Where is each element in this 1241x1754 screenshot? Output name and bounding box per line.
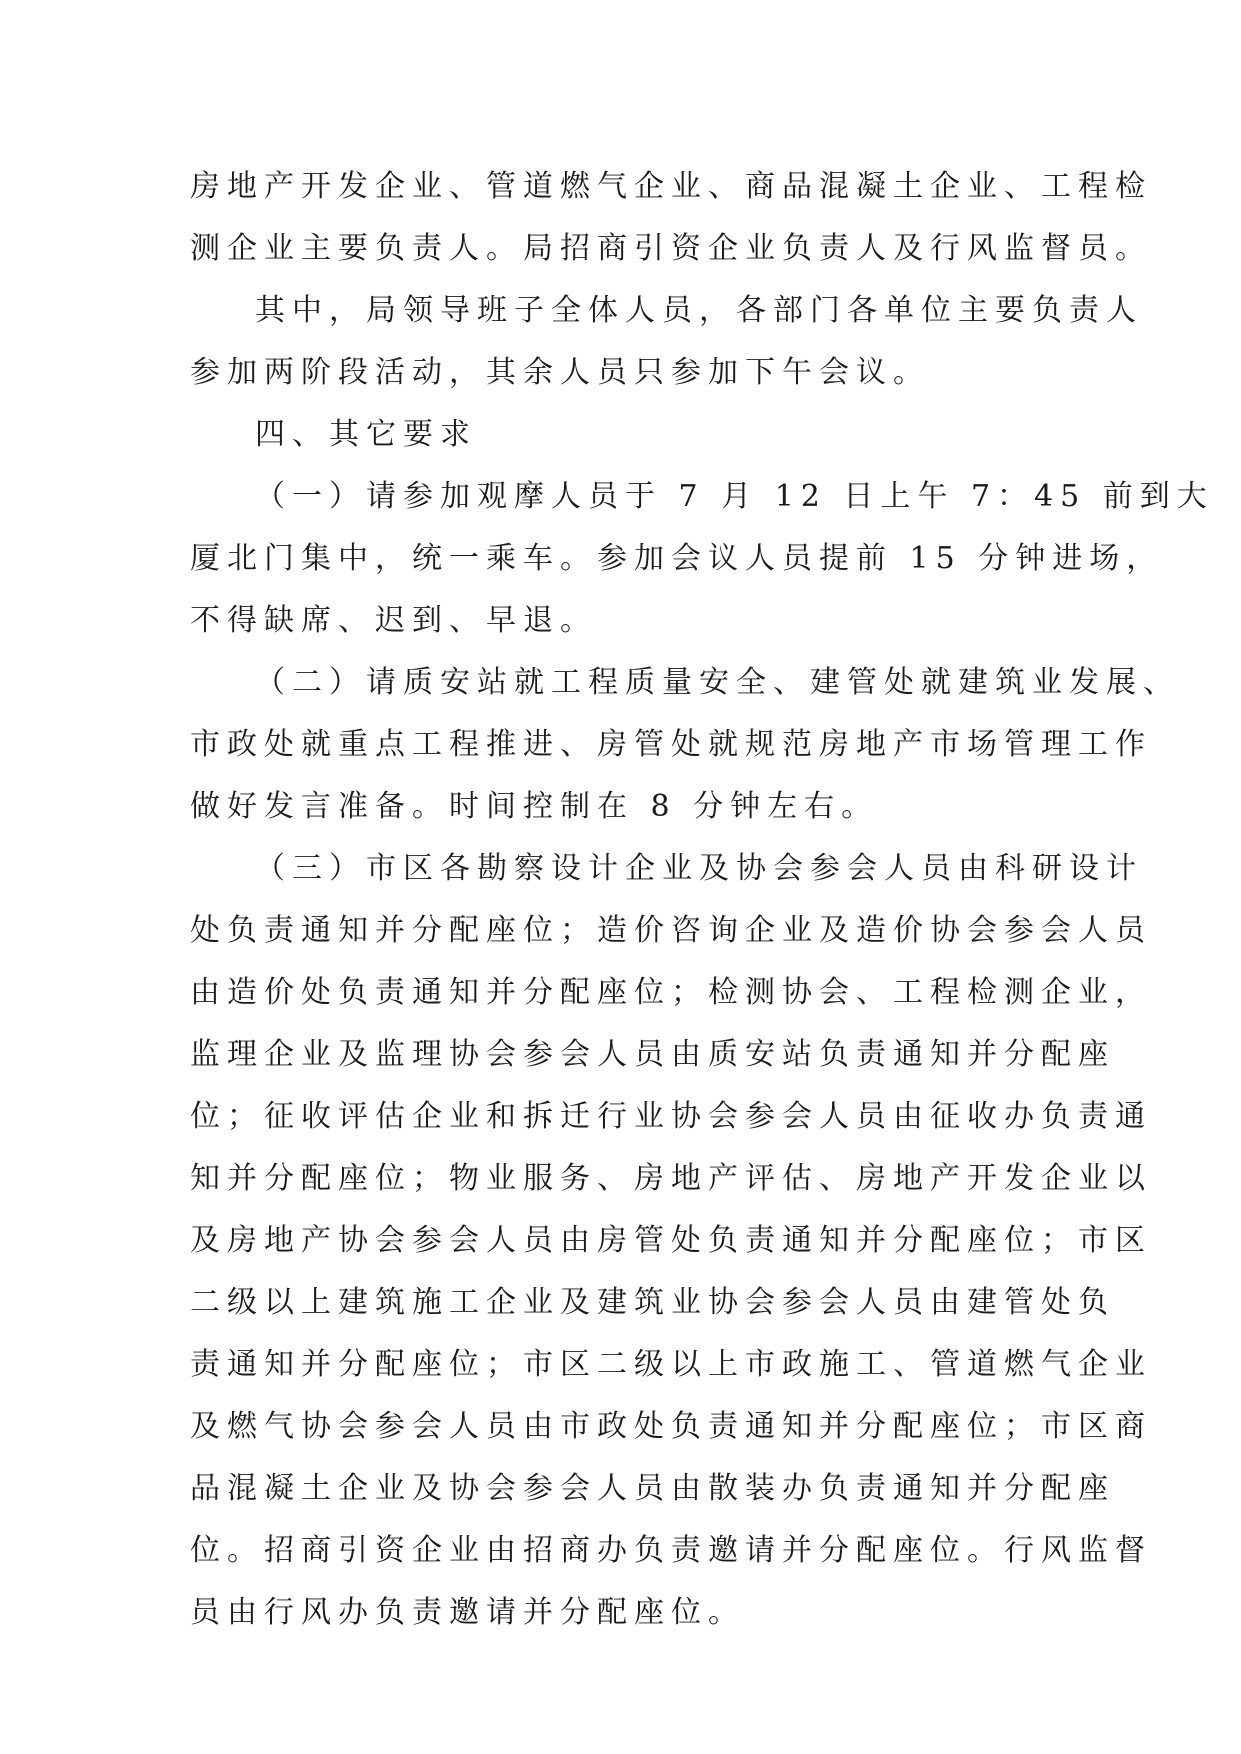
body-text-line: 由造价处负责通知并分配座位；检测协会、工程检测企业， bbox=[190, 975, 1152, 1010]
body-text-line: 责通知并分配座位；市区二级以上市政施工、管道燃气企业 bbox=[190, 1347, 1152, 1382]
body-text-line: 厦北门集中，统一乘车。参加会议人员提前 15 分钟进场， bbox=[190, 541, 1164, 576]
body-text-line: 不得缺席、迟到、早退。 bbox=[190, 603, 597, 638]
body-text-line: 参加两阶段活动，其余人员只参加下午会议。 bbox=[190, 355, 930, 390]
body-text-line: 二级以上建筑施工企业及建筑业协会参会人员由建管处负 bbox=[190, 1285, 1115, 1320]
body-text-line: 位；征收评估企业和拆迁行业协会参会人员由征收办负责通 bbox=[190, 1099, 1152, 1134]
body-text-line: 及房地产协会参会人员由房管处负责通知并分配座位；市区 bbox=[190, 1223, 1152, 1258]
paragraph-first-line: （二）请质安站就工程质量安全、建管处就建筑业发展、 bbox=[255, 665, 1180, 700]
paragraph-first-line: （一）请参加观摩人员于 7 月 12 日上午 7：45 前到大 bbox=[255, 479, 1214, 514]
body-text-line: 及燃气协会参会人员由市政处负责通知并分配座位；市区商 bbox=[190, 1409, 1152, 1444]
body-text-line: 市政处就重点工程推进、房管处就规范房地产市场管理工作 bbox=[190, 727, 1152, 762]
body-text-line: 品混凝土企业及协会参会人员由散装办负责通知并分配座 bbox=[190, 1471, 1115, 1506]
body-text-line: 员由行风办负责邀请并分配座位。 bbox=[190, 1595, 745, 1630]
body-text-line: 做好发言准备。时间控制在 8 分钟左右。 bbox=[190, 789, 879, 824]
paragraph-first-line: （三）市区各勘察设计企业及协会参会人员由科研设计 bbox=[255, 851, 1143, 886]
body-text-line: 处负责通知并分配座位；造价咨询企业及造价协会参会人员 bbox=[190, 913, 1152, 948]
body-text-line: 知并分配座位；物业服务、房地产评估、房地产开发企业以 bbox=[190, 1161, 1152, 1196]
paragraph-first-line: 其中，局领导班子全体人员，各部门各单位主要负责人 bbox=[255, 293, 1143, 328]
body-text-line: 位。招商引资企业由招商办负责邀请并分配座位。行风监督 bbox=[190, 1533, 1152, 1568]
body-text-line: 房地产开发企业、管道燃气企业、商品混凝土企业、工程检 bbox=[190, 169, 1152, 204]
section-heading: 四、其它要求 bbox=[255, 417, 477, 452]
body-text-line: 测企业主要负责人。局招商引资企业负责人及行风监督员。 bbox=[190, 231, 1152, 266]
body-text-line: 监理企业及监理协会参会人员由质安站负责通知并分配座 bbox=[190, 1037, 1115, 1072]
